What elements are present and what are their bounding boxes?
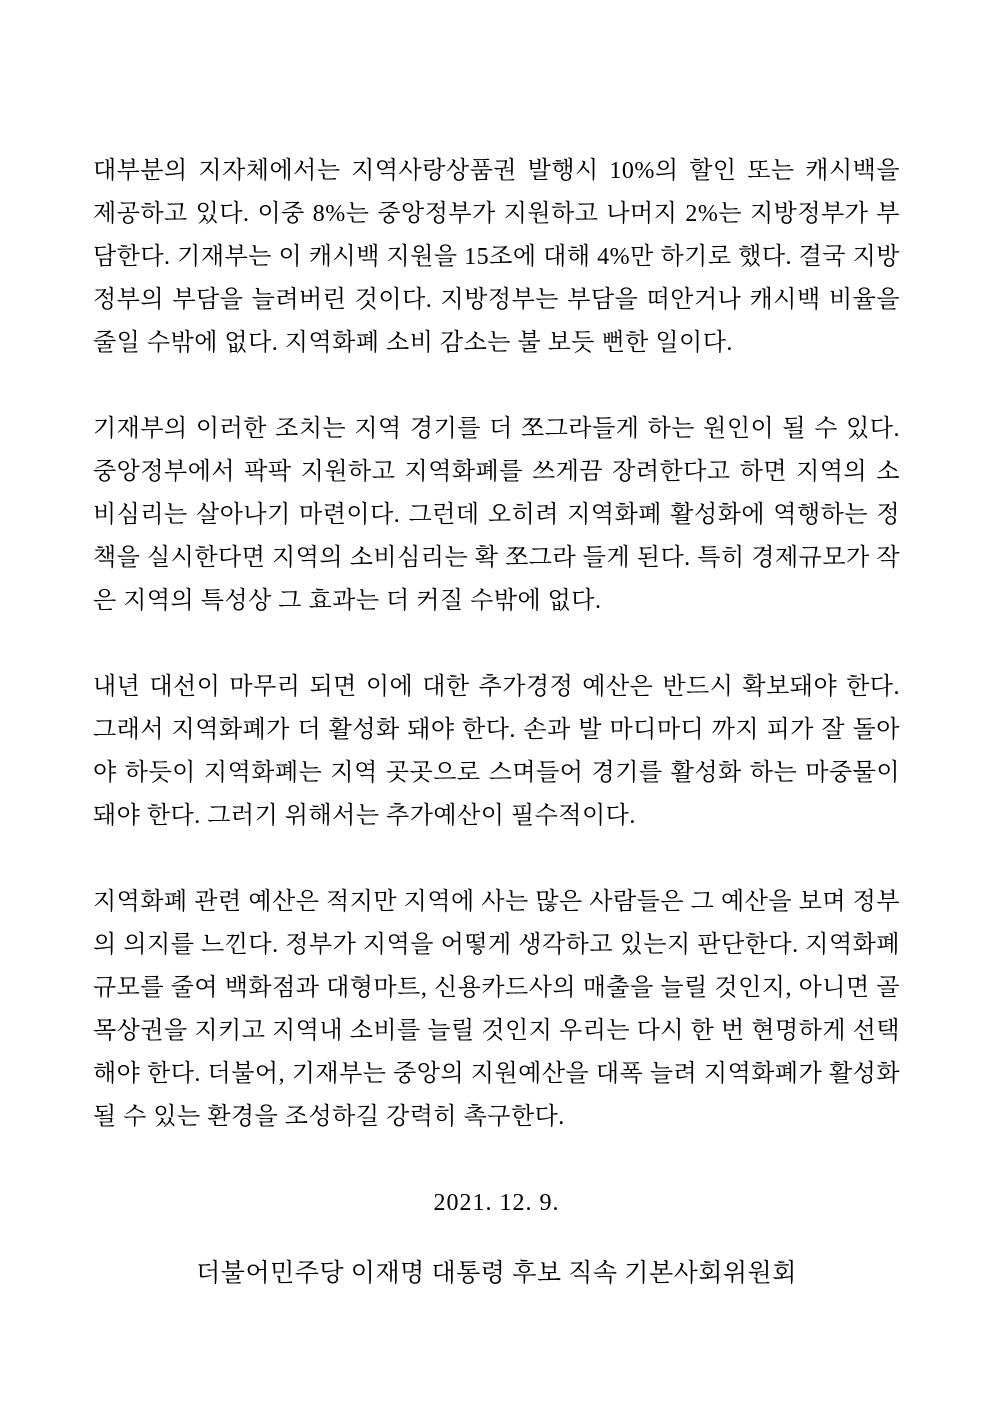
signature-line: 더불어민주당 이재명 대통령 후보 직속 기본사회위원회 (196, 1260, 797, 1287)
paragraph-cashback-support: 대부분의 지자체에서는 지역사랑상품권 발행시 10%의 할인 또는 캐시백을 제공하고 있다. 이중 8%는 중앙정부가 지원하고 나머지 2%는 지방정부가 부담한다. 기재부는 이 캐시백 지원을 15조에 대해 4%만 하기로 했다. 결국 지방정부의 부담을 늘려버린 것이다. 지방정부는 부담을 떠안거나 캐시백 비율을 줄일 수밖에 없다. 지역화폐 소비 감소는 불 보듯 뻔한 일이다. (93, 158, 900, 356)
date-line: 2021. 12. 9. (433, 1190, 560, 1216)
paragraph-ministry-measure-effect: 기재부의 이러한 조치는 지역 경기를 더 쪼그라들게 하는 원인이 될 수 있다. 중앙정부에서 팍팍 지원하고 지역화폐를 쓰게끔 장려한다고 하면 지역의 소비심리는 살아나기 마련이다. 그런데 오히려 지역화폐 활성화에 역행하는 정책을 실시한다면 지역의 소비심리는 확 쪼그라 들게 된다. 특히 경제규모가 작은 지역의 특성상 그 효과는 더 커질 수밖에 없다. (93, 416, 900, 614)
paragraph-government-will: 지역화폐 관련 예산은 적지만 지역에 사는 많은 사람들은 그 예산을 보며 정부의 의지를 느낀다. 정부가 지역을 어떻게 생각하고 있는지 판단한다. 지역화폐규모를 줄여 백화점과 대형마트, 신용카드사의 매출을 늘릴 것인지, 아니면 골목상권을 지키고 지역내 소비를 늘릴 것인지 우리는 다시 한 번 현명하게 선택해야 한다. 더불어, 기재부는 중앙의 지원예산을 대폭 늘려 지역화폐가 활성화 될 수 있는 환경을 조성하길 강력히 촉구한다. (93, 889, 900, 1130)
paragraph-supplementary-budget: 내년 대선이 마무리 되면 이에 대한 추가경정 예산은 반드시 확보돼야 한다. 그래서 지역화폐가 더 활성화 돼야 한다. 손과 발 마디마디 까지 피가 잘 돌아야 하듯이 지역화폐는 지역 곳곳으로 스며들어 경기를 활성화 하는 마중물이 돼야 한다. 그러기 위해서는 추가예산이 필수적이다. (93, 674, 900, 829)
